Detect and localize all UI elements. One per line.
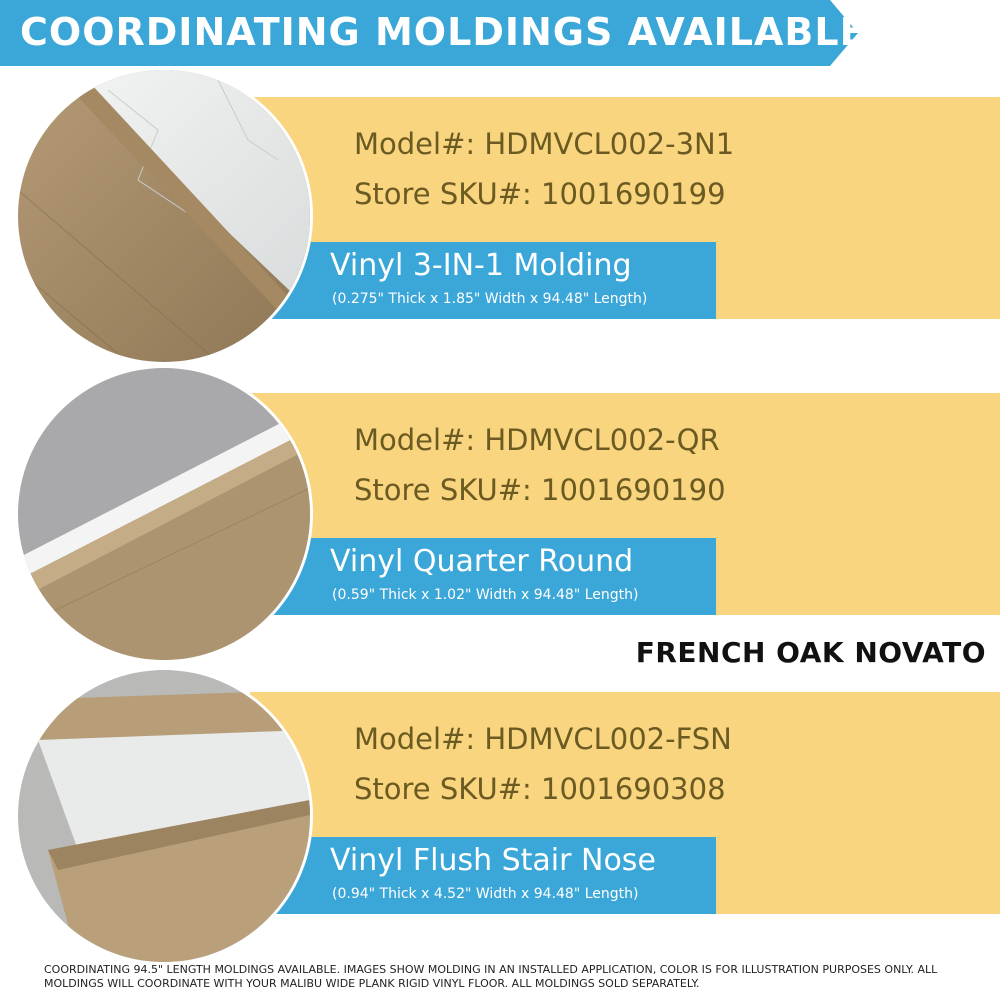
molding-dimensions: (0.94" Thick x 4.52" Width x 94.48" Length) — [332, 886, 639, 902]
molding-dimensions: (0.275" Thick x 1.85" Width x 94.48" Length) — [332, 291, 648, 307]
molding-name-tag — [250, 538, 716, 615]
molding-photo-3n1 — [18, 70, 310, 362]
banner-title: COORDINATING MOLDINGS AVAILABLE — [20, 10, 867, 54]
product-name: FRENCH OAK NOVATO — [635, 636, 986, 669]
footnote-disclaimer: COORDINATING 94.5" LENGTH MOLDINGS AVAILABLE. IMAGES SHOW MOLDING IN AN INSTALLED APPLICATION, COLOR IS FOR ILLUSTRATION PURPOSES ONLY. ALL MOLDINGS WILL COORDINATE WITH YOUR MALIBU WIDE PLANK RIGID VINYL FLOOR. ALL MOLDINGS SOLD SEPARATELY. — [44, 963, 938, 990]
molding-card-3n1 — [250, 97, 1000, 319]
molding-name: Vinyl Flush Stair Nose — [330, 843, 656, 878]
molding-photo-qr — [18, 368, 310, 660]
header-banner — [0, 0, 867, 66]
molding-name: Vinyl 3-IN-1 Molding — [330, 248, 632, 283]
model-number: Model#: HDMVCL002-QR — [354, 423, 720, 457]
molding-name: Vinyl Quarter Round — [330, 544, 634, 579]
model-number: Model#: HDMVCL002-3N1 — [354, 127, 735, 161]
molding-name-tag — [250, 837, 716, 914]
molding-card-qr — [250, 393, 1000, 615]
molding-dimensions: (0.59" Thick x 1.02" Width x 94.48" Length) — [332, 587, 639, 603]
store-sku: Store SKU#: 1001690308 — [354, 772, 726, 806]
model-number: Model#: HDMVCL002-FSN — [354, 722, 732, 756]
store-sku: Store SKU#: 1001690199 — [354, 177, 726, 211]
molding-card-fsn — [250, 692, 1000, 914]
molding-photo-fsn — [18, 670, 310, 962]
molding-name-tag — [250, 242, 716, 319]
store-sku: Store SKU#: 1001690190 — [354, 473, 726, 507]
